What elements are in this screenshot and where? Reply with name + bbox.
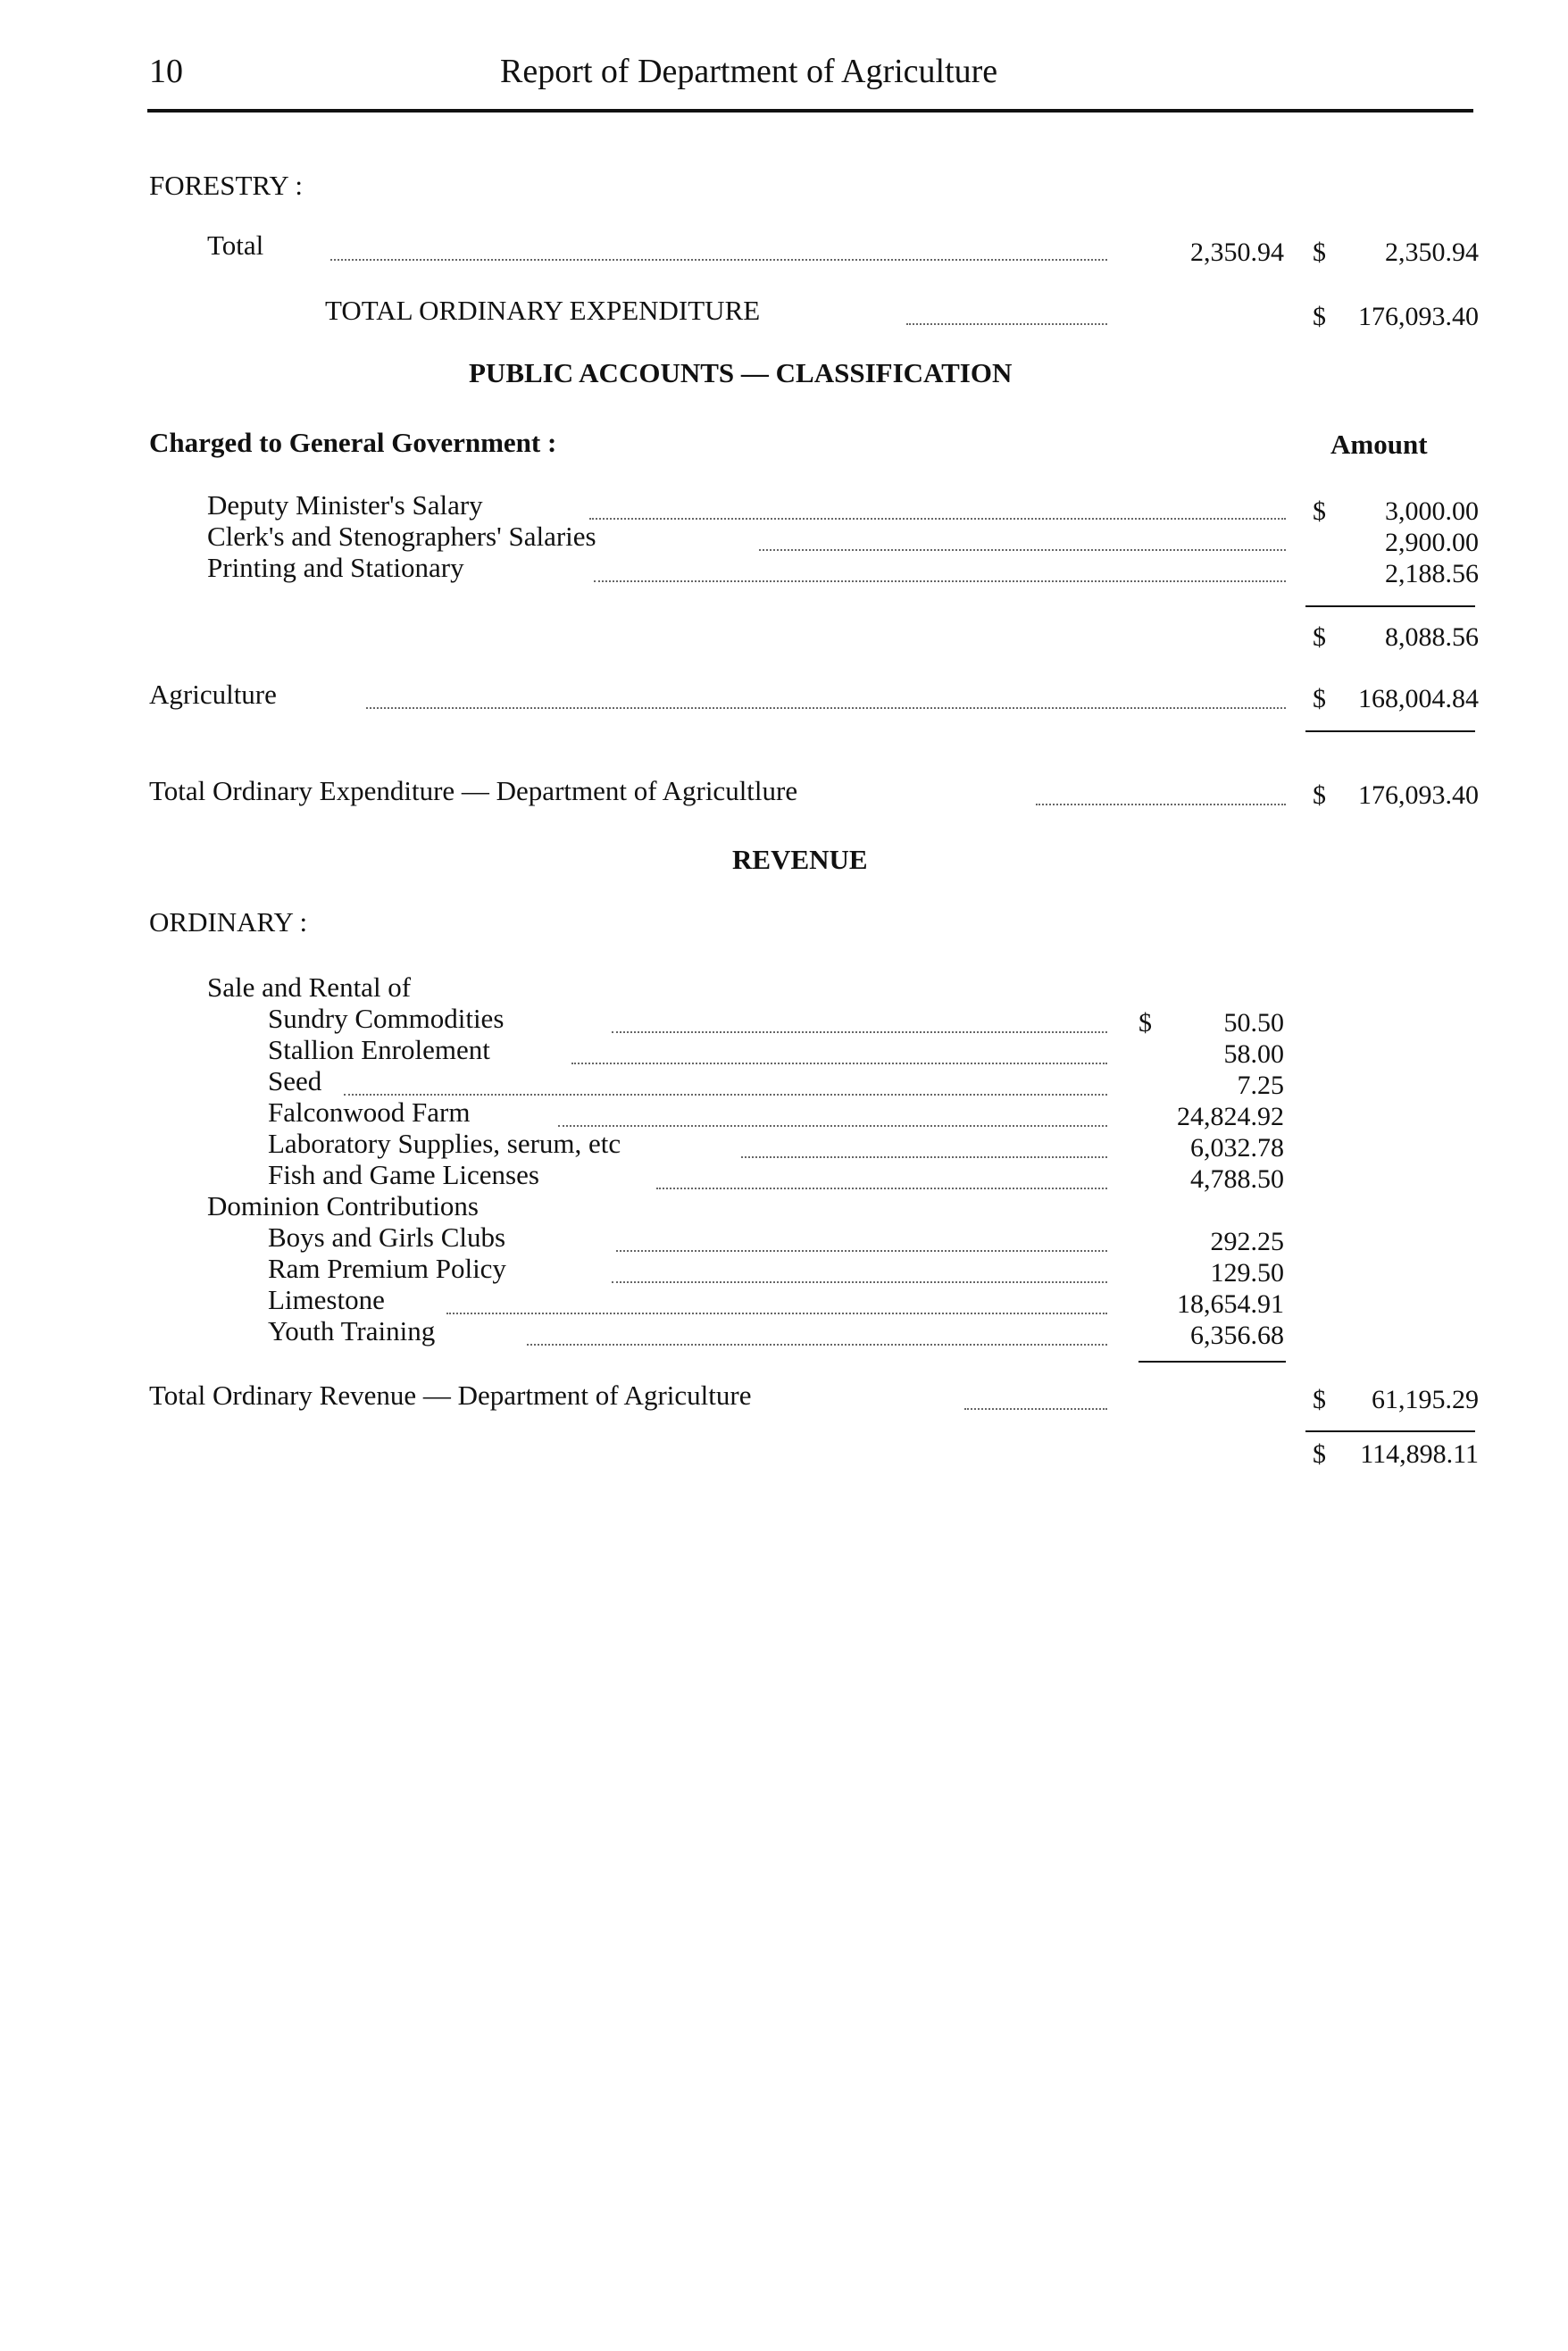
list-item-label: Boys and Girls Clubs	[268, 1221, 506, 1253]
list-item-label: Laboratory Supplies, serum, etc	[268, 1128, 621, 1159]
dollar-sign: $	[1313, 302, 1326, 331]
total-rule	[1305, 730, 1475, 732]
list-item-amount: 58.00	[1223, 1039, 1284, 1069]
list-item-label: Ram Premium Policy	[268, 1253, 506, 1284]
list-item-amount: 7.25	[1237, 1071, 1284, 1100]
dot-leader	[330, 259, 1107, 261]
dollar-sign: $	[1313, 1439, 1326, 1469]
amount-column-header: Amount	[1330, 429, 1428, 460]
dollar-sign: $	[1313, 780, 1326, 810]
forestry-total-amount: 2,350.94	[1385, 238, 1479, 267]
ordinary-revenue-label: ORDINARY :	[149, 906, 308, 938]
forestry-total-label: Total	[207, 229, 264, 261]
net-amount: 114,898.11	[1360, 1439, 1479, 1469]
revenue-heading: REVENUE	[732, 844, 868, 875]
list-item-label: Clerk's and Stenographers' Salaries	[207, 521, 596, 552]
list-item-amount: 18,654.91	[1177, 1289, 1284, 1319]
list-item-label: Fish and Game Licenses	[268, 1159, 539, 1190]
list-item-amount: 6,032.78	[1190, 1133, 1284, 1163]
list-item-amount: 129.50	[1210, 1258, 1284, 1288]
page-header-title: Report of Department of Agriculture	[500, 53, 998, 90]
revenue-subtotal-rule	[1138, 1361, 1286, 1363]
dollar-sign: $	[1313, 684, 1326, 713]
net-rule	[1305, 1430, 1475, 1432]
dot-leader	[344, 1094, 1107, 1096]
list-item-amount: 50.50	[1223, 1008, 1284, 1038]
list-item-label: Falconwood Farm	[268, 1096, 471, 1128]
dollar-sign: $	[1313, 1385, 1326, 1414]
list-item-amount: 2,900.00	[1385, 528, 1479, 557]
dot-leader	[558, 1125, 1107, 1127]
dot-leader	[446, 1313, 1107, 1314]
list-item-label: Seed	[268, 1065, 322, 1096]
dollar-sign: $	[1313, 622, 1326, 652]
dot-leader	[571, 1063, 1107, 1064]
list-item-amount: 4,788.50	[1190, 1164, 1284, 1194]
list-item-amount: 3,000.00	[1385, 496, 1479, 526]
dot-leader	[741, 1156, 1107, 1158]
dot-leader	[612, 1281, 1107, 1283]
list-item-label: Youth Training	[268, 1315, 436, 1346]
sale-heading: Sale and Rental of	[207, 971, 412, 1003]
list-item-amount: 24,824.92	[1177, 1102, 1284, 1131]
dot-leader	[589, 518, 1286, 520]
dot-leader	[594, 580, 1286, 582]
subtotal-rule	[1305, 605, 1475, 607]
total-revenue-label: Total Ordinary Revenue — Department of Agriculture	[149, 1380, 752, 1411]
dot-leader	[616, 1250, 1107, 1252]
header-rule	[147, 109, 1473, 113]
list-item-label: Limestone	[268, 1284, 385, 1315]
list-item-label: Sundry Commodities	[268, 1003, 505, 1034]
subtotal-amount: 8,088.56	[1385, 622, 1479, 652]
total-expenditure-amount: 176,093.40	[1358, 780, 1479, 810]
forestry-heading: FORESTRY :	[149, 170, 303, 201]
agriculture-amount: 168,004.84	[1358, 684, 1479, 713]
forestry-total-value: 2,350.94	[1190, 238, 1284, 267]
dollar-sign: $	[1313, 496, 1326, 526]
ordinary-expenditure-label: TOTAL ORDINARY EXPENDITURE	[325, 295, 761, 326]
charged-to-label: Charged to General Government :	[149, 427, 557, 458]
total-revenue-amount: 61,195.29	[1372, 1385, 1479, 1414]
dot-leader	[527, 1344, 1107, 1346]
dot-leader	[656, 1188, 1107, 1189]
list-item-amount: 2,188.56	[1385, 559, 1479, 588]
dot-leader	[366, 707, 1286, 709]
dominion-heading: Dominion Contributions	[207, 1190, 479, 1221]
list-item-label: Deputy Minister's Salary	[207, 489, 483, 521]
list-item-amount: 6,356.68	[1190, 1321, 1284, 1350]
dollar-sign: $	[1313, 238, 1326, 267]
page-number: 10	[149, 53, 183, 90]
list-item-label: Printing and Stationary	[207, 552, 464, 583]
public-accounts-heading: PUBLIC ACCOUNTS — CLASSIFICATION	[469, 357, 1013, 388]
total-expenditure-label: Total Ordinary Expenditure — Department of Agricultlure	[149, 775, 798, 806]
ordinary-expenditure-amount: 176,093.40	[1358, 302, 1479, 331]
dot-leader	[612, 1031, 1107, 1033]
list-item-amount: 292.25	[1210, 1227, 1284, 1256]
dot-leader	[1036, 804, 1286, 805]
list-item-label: Stallion Enrolement	[268, 1034, 490, 1065]
dollar-sign: $	[1138, 1008, 1152, 1038]
agriculture-label: Agriculture	[149, 679, 277, 710]
dot-leader	[964, 1408, 1107, 1410]
dot-leader	[906, 323, 1107, 325]
dot-leader	[759, 549, 1286, 551]
